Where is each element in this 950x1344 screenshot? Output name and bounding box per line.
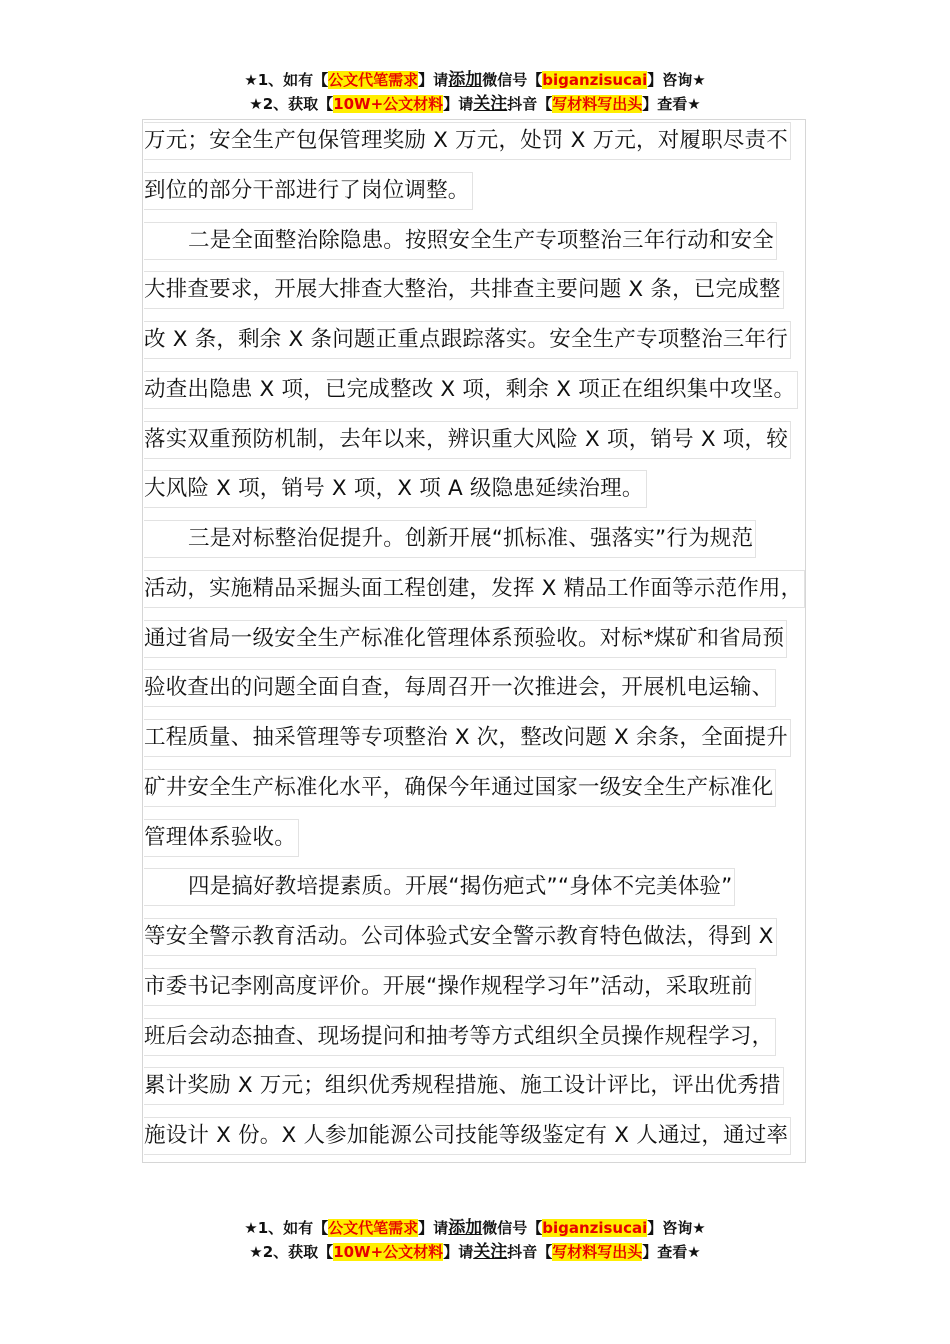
highlight-douyin: 写材料写出头 bbox=[552, 95, 643, 113]
banner-line-1: ★1、如有【公文代笔需求】请添加微信号【biganzisucai】咨询★ bbox=[244, 70, 706, 90]
banner-line-2: ★2、获取【10W+公文材料】请关注抖音【写材料写出头】查看★ bbox=[249, 1242, 701, 1262]
banner-line-2: ★2、获取【10W+公文材料】请关注抖音【写材料写出头】查看★ bbox=[249, 94, 701, 114]
paragraph-start-line: 四是搞好教培提素质。开展“揭伤疤式”“身体不完美体验” bbox=[144, 868, 808, 918]
text-line: 动查出隐患 X 项，已完成整改 X 项，剩余 X 项正在组织集中攻坚。 bbox=[144, 371, 808, 421]
highlight-douyin: 写材料写出头 bbox=[552, 1243, 643, 1261]
text-line: 施设计 X 份。X 人参加能源公司技能等级鉴定有 X 人通过，通过率 bbox=[144, 1117, 808, 1167]
text-line: 矿井安全生产标准化水平，确保今年通过国家一级安全生产标准化 bbox=[144, 769, 808, 819]
text-line: 改 X 条，剩余 X 条问题正重点跟踪落实。安全生产专项整治三年行 bbox=[144, 321, 808, 371]
text-line: 工程质量、抽采管理等专项整治 X 次，整改问题 X 余条，全面提升 bbox=[144, 719, 808, 769]
text-line: 验收查出的问题全面自查，每周召开一次推进会，开展机电运输、 bbox=[144, 669, 808, 719]
text-line: 活动，实施精品采掘头面工程创建，发挥 X 精品工作面等示范作用， bbox=[144, 570, 808, 620]
paragraph-start-line: 三是对标整治促提升。创新开展“抓标准、强落实”行为规范 bbox=[144, 520, 808, 570]
text-line: 通过省局一级安全生产标准化管理体系预验收。对标*煤矿和省局预 bbox=[144, 620, 808, 670]
text-line: 万元；安全生产包保管理奖励 X 万元，处罚 X 万元，对履职尽责不 bbox=[144, 122, 808, 172]
text-line: 大排查要求，开展大排查大整治，共排查主要问题 X 条，已完成整 bbox=[144, 271, 808, 321]
footer-banner bbox=[0, 1216, 950, 1264]
text-line: 大风险 X 项，销号 X 项，X 项 A 级隐患延续治理。 bbox=[144, 470, 808, 520]
highlight-wechat-id: biganzisucai bbox=[542, 1219, 648, 1237]
text-line: 到位的部分干部进行了岗位调整。 bbox=[144, 172, 808, 222]
highlight-materials: 10W+公文材料 bbox=[333, 1243, 444, 1261]
banner-line-1: ★1、如有【公文代笔需求】请添加微信号【biganzisucai】咨询★ bbox=[244, 1218, 706, 1238]
text-line: 落实双重预防机制，去年以来，辨识重大风险 X 项，销号 X 项，较 bbox=[144, 421, 808, 471]
text-line: 班后会动态抽查、现场提问和抽考等方式组织全员操作规程学习， bbox=[144, 1018, 808, 1068]
document-body bbox=[144, 122, 808, 1167]
highlight-wechat-id: biganzisucai bbox=[542, 71, 648, 89]
text-line: 市委书记李刚高度评价。开展“操作规程学习年”活动，采取班前 bbox=[144, 968, 808, 1018]
highlight-ghostwriting: 公文代笔需求 bbox=[328, 71, 419, 89]
paragraph-start-line: 二是全面整治除隐患。按照安全生产专项整治三年行动和安全 bbox=[144, 222, 808, 272]
header-banner bbox=[0, 68, 950, 116]
text-line: 管理体系验收。 bbox=[144, 819, 808, 869]
highlight-ghostwriting: 公文代笔需求 bbox=[328, 1219, 419, 1237]
highlight-materials: 10W+公文材料 bbox=[333, 95, 444, 113]
text-line: 等安全警示教育活动。公司体验式安全警示教育特色做法，得到 X bbox=[144, 918, 808, 968]
text-line: 累计奖励 X 万元；组织优秀规程措施、施工设计评比，评出优秀措 bbox=[144, 1067, 808, 1117]
